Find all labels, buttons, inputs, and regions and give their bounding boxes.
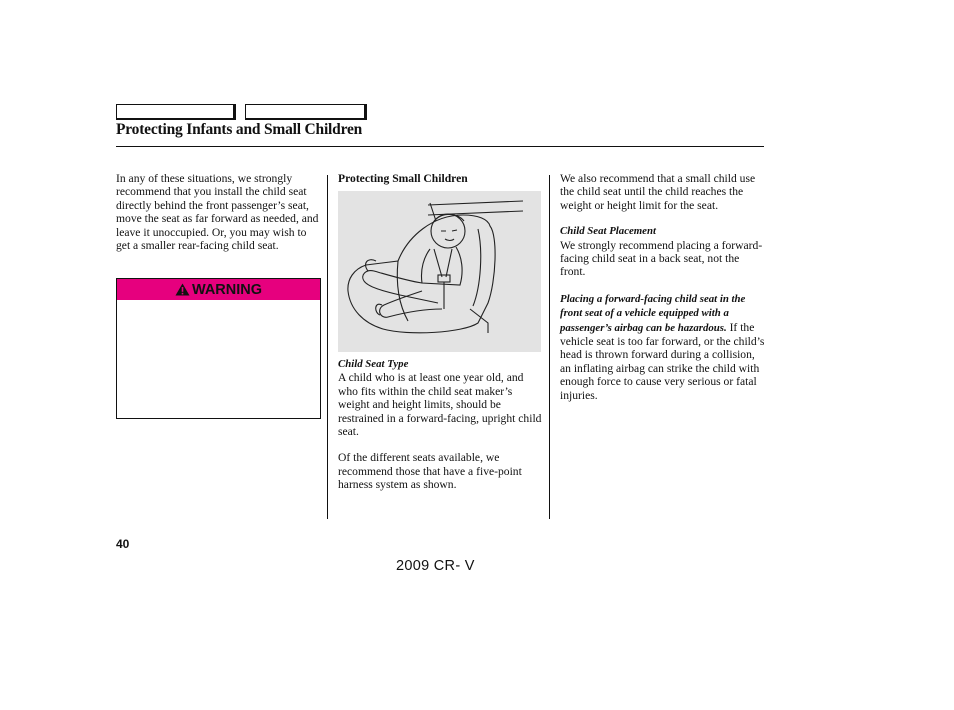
seat-limit-paragraph: We also recommend that a small child use the child seat until the child reaches the weight or height limit for the seat. [560,172,756,212]
column-middle [338,172,543,185]
page-number: 40 [116,537,130,551]
placement-paragraph: We strongly recommend placing a forward-facing child seat in a back seat, not the front. [560,238,763,279]
column-middle-lower [338,358,543,492]
airbag-warning-bold: Placing a forward-facing child seat in the front seat of a vehicle equipped with a passenger’s airbag can be hazardous. [560,292,746,334]
child-in-forward-facing-seat-illustration [338,191,541,352]
child-seat-placement-subhead: Child Seat Placement [560,225,656,238]
column-divider-2 [549,175,550,519]
footer-model: 2009 CR- V [396,558,475,574]
column-divider-1 [327,175,328,519]
child-seat-type-subhead: Child Seat Type [338,358,409,370]
harness-paragraph: Of the different seats available, we recommend those that have a five-point harness system as shown. [338,451,522,492]
warning-box [116,278,321,419]
page-title: Protecting Infants and Small Children [116,121,363,138]
title-rule [116,146,764,147]
nav-tab-box-1[interactable] [116,104,236,120]
section-heading: Protecting Small Children [338,172,468,185]
airbag-warning-paragraph [560,292,765,402]
airbag-warning-rest: If the vehicle seat is too far forward, or the child’s head is thrown forward during a collision, an inflating airbag can strike the child with enough force to cause very serious or fatal injuries. [560,320,765,402]
warning-triangle-icon [175,283,190,296]
nav-tab-box-2[interactable] [245,104,367,120]
child-seat-type-paragraph: A child who is at least one year old, and who fits within the child seat maker’s weight and height limits, should be restrained in a forward-facing, upright child seat. [338,371,542,439]
column-left [116,172,321,252]
left-paragraph: In any of these situations, we strongly recommend that you install the child seat directly behind the front passenger’s seat, move the seat as far forward as needed, and leave it unoccupied. Or, you may wish to get a smaller rear-facing child seat. [116,172,319,253]
warning-bar [117,279,320,300]
column-right [560,172,765,402]
warning-label: WARNING [191,281,263,298]
